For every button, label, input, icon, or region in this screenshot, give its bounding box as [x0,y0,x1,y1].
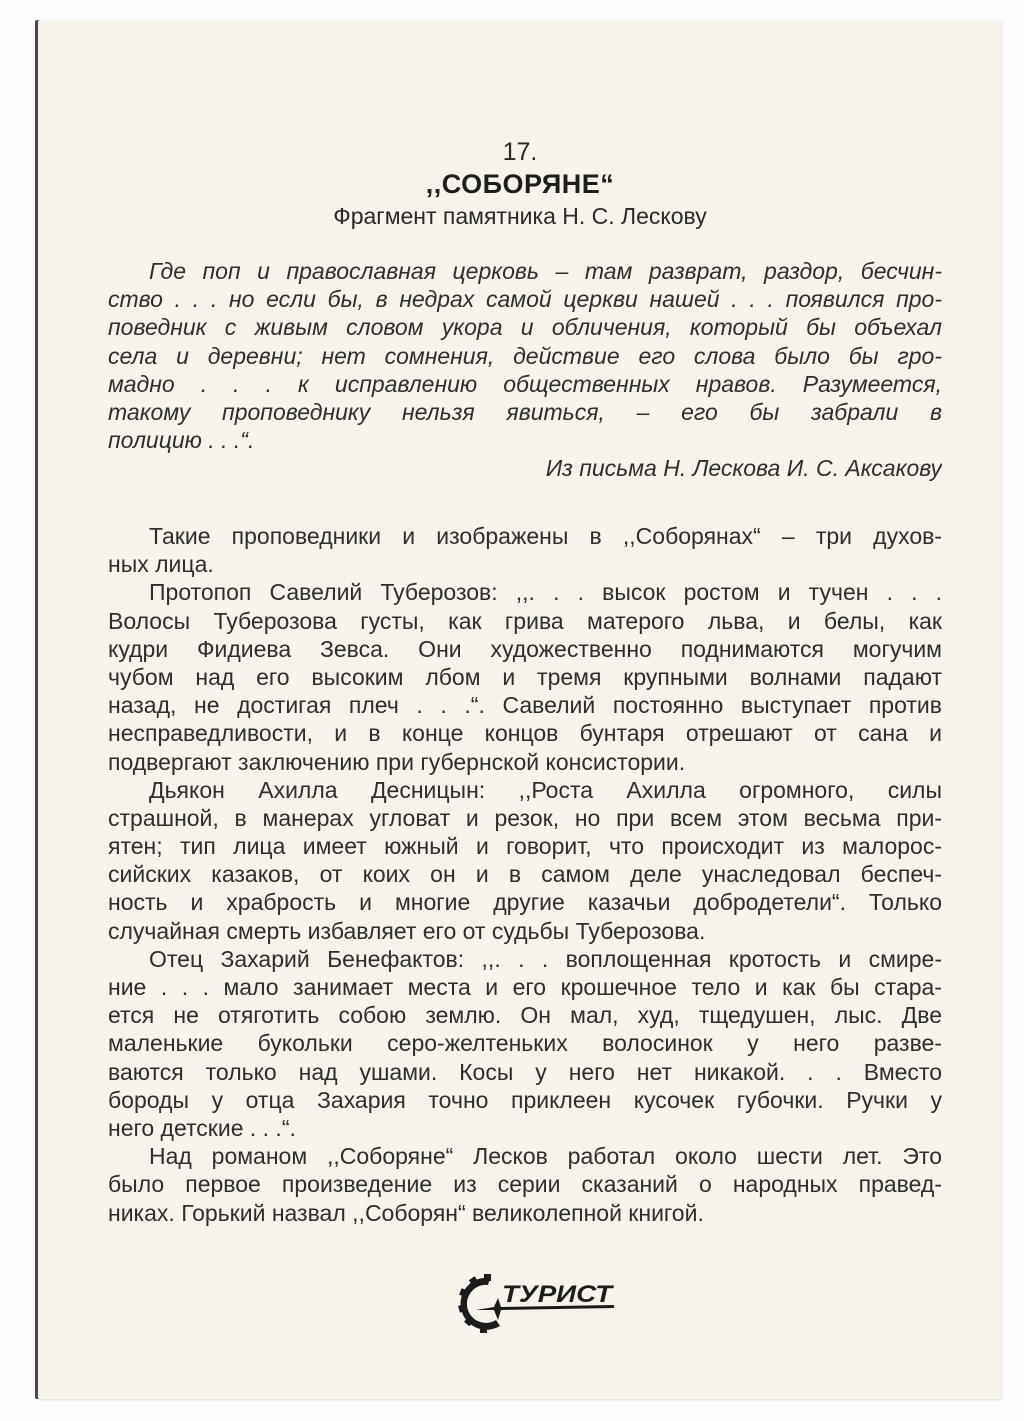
text-line: Дьякон Ахилла Десницын: ,,Роста Ахилла огромного, силы [149,776,942,803]
text-line: никах. Горький назвал ,,Соборян“ великолепной книгой. [108,1199,704,1226]
text-line: кудри Фидиева Зевса. Они художественно поднимаются могучим [108,635,942,662]
text-line: было первое произведение из серии сказаний о народных правед- [108,1171,942,1198]
turist-logo [454,1268,624,1338]
paragraph [108,945,942,1142]
logo-text: ТУРИСТ [502,1281,615,1308]
text-line: подвергают заключению при губернской консистории. [108,748,686,775]
text-line: несправедливости, и в конце концов бунтаря отрешают от сана и [108,720,942,747]
epigraph-line: такому проповеднику нельзя явиться, – его бы забрали в [108,398,942,425]
paragraph [108,1142,942,1227]
text-line: ность и храбрость и многие другие казачьи добродетели“. Только [108,889,942,916]
epigraph-source: Из письма Н. Лескова И. С. Аксакову [545,455,942,482]
text-line: ятен; тип лица имеет южный и говорит, что происходит из малорос- [108,833,942,860]
text-line: Над романом ,,Соборяне“ Лесков работал около шести лет. Это [149,1143,942,1170]
text-line: Отец Захарий Бенефактов: ,,. . . воплощенная кротость и смире- [149,945,942,972]
text-line: случайная смерть избавляет его от судьбы Туберозова. [108,917,706,944]
epigraph [108,257,942,483]
text-line: ется не отяготить собою землю. Он мал, худ, тщедушен, лыс. Две [108,1002,942,1029]
body-text [108,522,942,1227]
text-line: бороды у отца Захария точно приклеен кусочек губочки. Ручки у [108,1086,942,1113]
card-subtitle: Фрагмент памятника Н. С. Лескову [333,203,707,229]
text-line: ных лица. [108,551,214,578]
epigraph-line: поведник с живым словом укора и обличения, который бы объехал [108,314,942,341]
card-title: ,,СОБОРЯНЕ“ [425,169,615,199]
epigraph-line: полицию . . .“. [108,427,255,454]
card-number: 17. [502,138,538,166]
text-line: Протопоп Савелий Туберозов: ,,. . . высок ростом и тучен . . . [149,579,942,606]
text-line: маленькие букольки серо-желтеньких волосинок у него разве- [108,1030,942,1057]
epigraph-line: мадно . . . к исправлению общественных нравов. Разумеется, [108,370,942,397]
text-line: Такие проповедники и изображены в ,,Соборянах“ – три духов- [149,523,942,549]
text-line: него детские . . .“. [108,1114,296,1141]
text-line: страшной, в манерах угловат и резок, но при всем этом весьма при- [108,804,942,831]
text-line: чубом над его высоким лбом и тремя крупными волнами падают [108,663,942,690]
postcard-back [38,20,1002,1399]
text-line: Волосы Туберозова густы, как грива матерого льва, и белы, как [108,607,942,634]
paragraph [108,776,942,945]
text-line: сийских казаков, от коих он и в самом деле унаследовал беспеч- [108,861,942,888]
text-line: ваются только над ушами. Косы у него нет никакой. . . Вместо [108,1058,942,1085]
text-line: ние . . . мало занимает места и его крошечное тело и как бы стара- [108,974,942,1000]
text-line: назад, не достигая плеч . . .“. Савелий постоянно выступает против [108,692,942,719]
paragraph [108,578,942,775]
epigraph-line: ство . . . но если бы, в недрах самой церкви нашей . . . появился про- [108,286,942,313]
epigraph-line: села и деревни; нет сомнения, действие его слова было бы гро- [108,342,942,369]
epigraph-line: Где поп и православная церковь – там разврат, раздор, бесчин- [149,258,942,284]
paragraph [108,522,942,578]
